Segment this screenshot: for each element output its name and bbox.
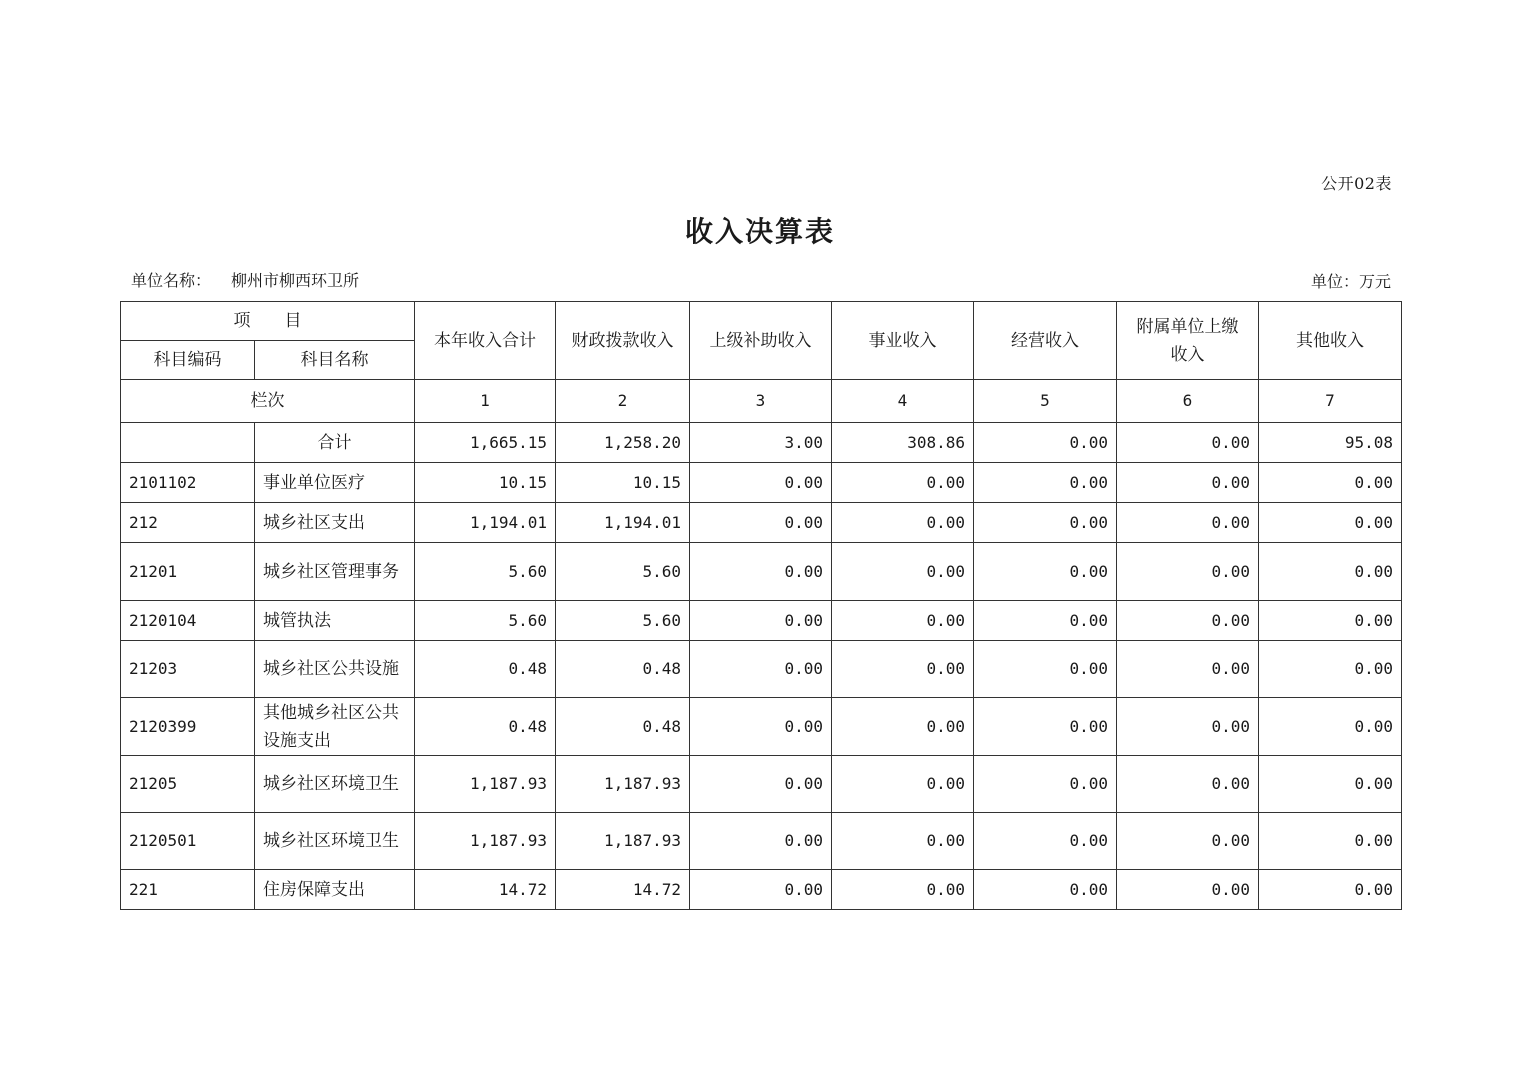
total-value: 1,665.15 xyxy=(415,423,556,463)
amount-cell: 0.00 xyxy=(690,698,832,756)
col-number: 4 xyxy=(832,380,974,423)
subject-name: 城乡社区公共设施 xyxy=(255,641,415,698)
total-value: 0.00 xyxy=(1117,423,1259,463)
amount-cell: 0.48 xyxy=(556,698,690,756)
income-table xyxy=(120,301,1402,910)
amount-cell: 0.48 xyxy=(415,641,556,698)
amount-cell: 0.00 xyxy=(832,543,974,601)
header-col-4: 事业收入 xyxy=(832,302,974,380)
col-number: 1 xyxy=(415,380,556,423)
header-col-6: 附属单位上缴收入 xyxy=(1117,302,1259,380)
amount-cell: 10.15 xyxy=(556,463,690,503)
subject-name: 城管执法 xyxy=(255,601,415,641)
amount-cell: 0.00 xyxy=(832,756,974,813)
header-col-1: 本年收入合计 xyxy=(415,302,556,380)
header-code: 科目编码 xyxy=(121,341,255,380)
amount-cell: 0.00 xyxy=(832,503,974,543)
amount-cell: 0.00 xyxy=(1259,641,1402,698)
subject-name: 城乡社区环境卫生 xyxy=(255,813,415,870)
subject-code: 2101102 xyxy=(121,463,255,503)
amount-cell: 0.00 xyxy=(690,601,832,641)
col-number: 2 xyxy=(556,380,690,423)
subject-code: 2120104 xyxy=(121,601,255,641)
table-row xyxy=(121,463,1402,503)
amount-cell: 0.00 xyxy=(832,870,974,910)
subject-code: 2120501 xyxy=(121,813,255,870)
amount-cell: 0.00 xyxy=(1259,601,1402,641)
amount-cell: 0.00 xyxy=(1259,503,1402,543)
total-code xyxy=(121,423,255,463)
subject-name: 其他城乡社区公共设施支出 xyxy=(255,698,415,756)
subject-name: 城乡社区支出 xyxy=(255,503,415,543)
amount-cell: 0.00 xyxy=(1117,641,1259,698)
org-info xyxy=(131,268,359,291)
subject-name: 城乡社区管理事务 xyxy=(255,543,415,601)
amount-cell: 1,187.93 xyxy=(415,756,556,813)
amount-cell: 5.60 xyxy=(415,601,556,641)
col-number: 3 xyxy=(690,380,832,423)
total-value: 0.00 xyxy=(974,423,1117,463)
amount-cell: 0.00 xyxy=(690,543,832,601)
amount-cell: 0.00 xyxy=(690,503,832,543)
amount-cell: 0.00 xyxy=(974,503,1117,543)
subject-name: 城乡社区环境卫生 xyxy=(255,756,415,813)
amount-cell: 0.00 xyxy=(1117,503,1259,543)
col-number: 7 xyxy=(1259,380,1402,423)
header-name: 科目名称 xyxy=(255,341,415,380)
amount-cell: 0.00 xyxy=(974,463,1117,503)
amount-cell: 0.00 xyxy=(974,813,1117,870)
header-item: 项 目 xyxy=(121,302,415,341)
amount-cell: 0.00 xyxy=(690,463,832,503)
amount-cell: 1,187.93 xyxy=(415,813,556,870)
subject-code: 221 xyxy=(121,870,255,910)
table-row xyxy=(121,503,1402,543)
amount-cell: 0.00 xyxy=(832,813,974,870)
amount-cell: 1,194.01 xyxy=(415,503,556,543)
org-label: 单位名称： xyxy=(131,271,212,290)
amount-cell: 0.00 xyxy=(832,601,974,641)
amount-cell: 0.00 xyxy=(1117,698,1259,756)
amount-cell: 0.00 xyxy=(1259,543,1402,601)
amount-cell: 5.60 xyxy=(556,543,690,601)
table-row xyxy=(121,756,1402,813)
table-row xyxy=(121,870,1402,910)
table-row xyxy=(121,813,1402,870)
unit-label: 单位：万元 xyxy=(1310,272,1391,291)
amount-cell: 0.00 xyxy=(1259,463,1402,503)
header-col-7: 其他收入 xyxy=(1259,302,1402,380)
amount-cell: 0.00 xyxy=(974,870,1117,910)
page-title: 收入决算表 xyxy=(684,215,835,248)
total-value: 95.08 xyxy=(1259,423,1402,463)
amount-cell: 0.00 xyxy=(1117,756,1259,813)
amount-cell: 0.00 xyxy=(690,870,832,910)
header-col-3: 上级补助收入 xyxy=(690,302,832,380)
amount-cell: 0.00 xyxy=(974,698,1117,756)
amount-cell: 1,187.93 xyxy=(556,813,690,870)
amount-cell: 0.00 xyxy=(1117,870,1259,910)
col-number: 6 xyxy=(1117,380,1259,423)
total-value: 3.00 xyxy=(690,423,832,463)
table-row xyxy=(121,641,1402,698)
form-number: 公开02表 xyxy=(1321,174,1392,193)
amount-cell: 0.00 xyxy=(1259,870,1402,910)
header-col-5: 经营收入 xyxy=(974,302,1117,380)
amount-cell: 0.00 xyxy=(1117,601,1259,641)
header-row-index: 栏次 xyxy=(121,380,415,423)
amount-cell: 0.00 xyxy=(832,641,974,698)
amount-cell: 14.72 xyxy=(415,870,556,910)
total-value: 1,258.20 xyxy=(556,423,690,463)
amount-cell: 14.72 xyxy=(556,870,690,910)
amount-cell: 0.48 xyxy=(415,698,556,756)
subject-code: 212 xyxy=(121,503,255,543)
amount-cell: 0.00 xyxy=(974,601,1117,641)
header-col-2: 财政拨款收入 xyxy=(556,302,690,380)
subject-code: 21205 xyxy=(121,756,255,813)
subject-code: 21203 xyxy=(121,641,255,698)
subject-code: 21201 xyxy=(121,543,255,601)
amount-cell: 0.00 xyxy=(1117,463,1259,503)
amount-cell: 0.00 xyxy=(1259,756,1402,813)
amount-cell: 1,194.01 xyxy=(556,503,690,543)
amount-cell: 0.00 xyxy=(832,463,974,503)
subject-code: 2120399 xyxy=(121,698,255,756)
amount-cell: 0.00 xyxy=(690,813,832,870)
amount-cell: 5.60 xyxy=(556,601,690,641)
total-label: 合计 xyxy=(255,423,415,463)
amount-cell: 0.00 xyxy=(690,756,832,813)
org-name: 柳州市柳西环卫所 xyxy=(231,271,360,290)
amount-cell: 1,187.93 xyxy=(556,756,690,813)
amount-cell: 0.48 xyxy=(556,641,690,698)
amount-cell: 0.00 xyxy=(832,698,974,756)
table-row xyxy=(121,543,1402,601)
amount-cell: 0.00 xyxy=(974,641,1117,698)
amount-cell: 0.00 xyxy=(1117,813,1259,870)
total-row xyxy=(121,423,1402,463)
amount-cell: 0.00 xyxy=(1259,698,1402,756)
subject-name: 住房保障支出 xyxy=(255,870,415,910)
amount-cell: 0.00 xyxy=(1259,813,1402,870)
table-row xyxy=(121,698,1402,756)
amount-cell: 0.00 xyxy=(1117,543,1259,601)
col-number: 5 xyxy=(974,380,1117,423)
amount-cell: 0.00 xyxy=(690,641,832,698)
total-value: 308.86 xyxy=(832,423,974,463)
amount-cell: 0.00 xyxy=(974,756,1117,813)
table-row xyxy=(121,601,1402,641)
amount-cell: 10.15 xyxy=(415,463,556,503)
subject-name: 事业单位医疗 xyxy=(255,463,415,503)
amount-cell: 5.60 xyxy=(415,543,556,601)
amount-cell: 0.00 xyxy=(974,543,1117,601)
